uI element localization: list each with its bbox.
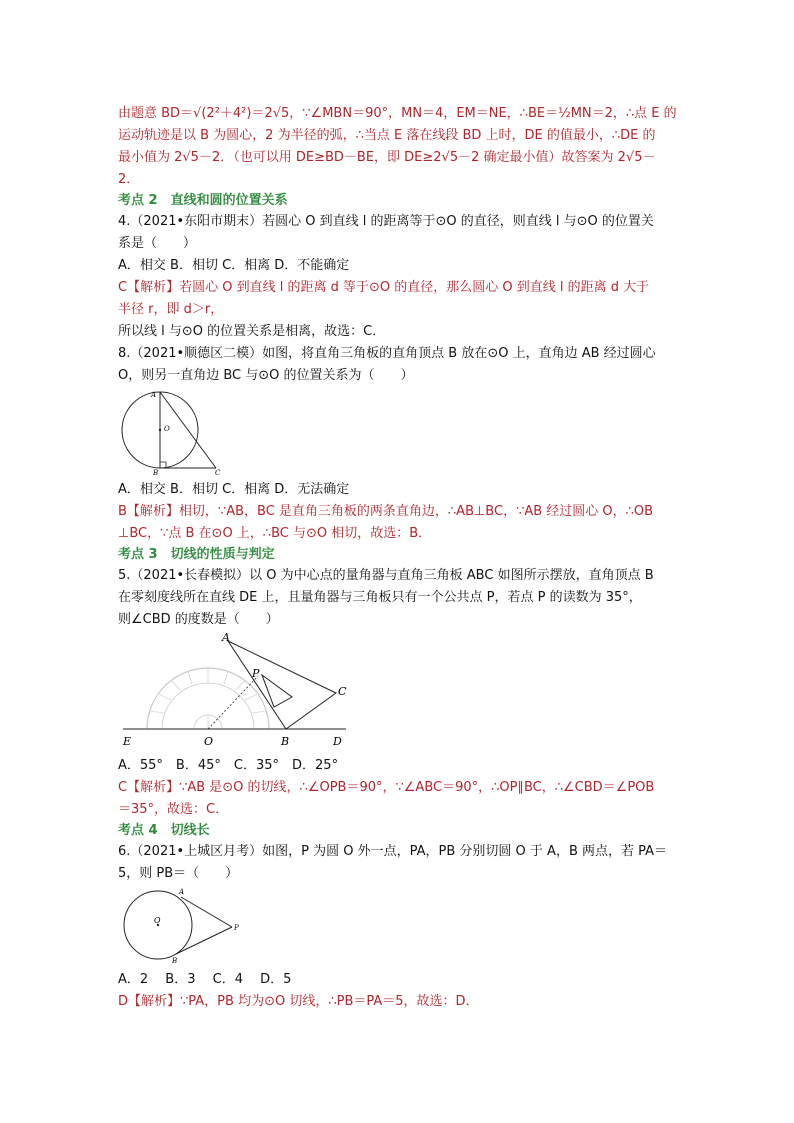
protractor (147, 668, 269, 729)
q6-options: A．2 B．3 C．4 D．5 (118, 972, 292, 987)
q4-answer-1: C【解析】若圆心 O 到直线 l 的距离 d 等于⊙O 的直径，那么圆心 O 到直线 l 的距离 d 大于 (118, 280, 650, 295)
q8-stem-1: 8.（2021•顺德区二模）如图，将直角三角板的直角顶点 B 放在⊙O 上，直角边 AB 经过圆心 (118, 346, 656, 361)
q5-label-a: A (222, 633, 230, 644)
q5-stem-1: 5.（2021•长春模拟）以 O 为中心点的量角器与直角三角板 ABC 如图所示摆放，直角顶点 B (118, 568, 654, 583)
triangle-board (228, 641, 336, 729)
q5-answer-1: C【解析】∵AB 是⊙O 的切线，∴∠OPB＝90°，∵∠ABC＝90°，∴OP∥BC，∴∠CBD＝∠POB (118, 780, 655, 795)
intro-line-4: 2． (118, 172, 140, 187)
q8-label-c: C (215, 469, 221, 475)
q6-label-a: A (179, 888, 185, 896)
q5-options: A．55° B．45° C．35° D．25° (118, 758, 339, 773)
q6-figure (118, 887, 248, 965)
q5-label-e: E (123, 735, 132, 748)
q8-right-angle (160, 462, 166, 468)
q4-answer-3: 所以线 l 与⊙O 的位置关系是相离，故选：C． (118, 324, 386, 339)
q6-tangent-pb (176, 927, 232, 954)
q5-label-p: P (252, 667, 260, 680)
section-3-title: 考点 3 切线的性质与判定 (118, 547, 275, 562)
q8-label-o: O (164, 425, 170, 433)
q8-answer-2: ⊥BC，∵点 B 在⊙O 上，∴BC 与⊙O 相切，故选：B． (118, 526, 432, 541)
intro-line-1: 由题意 BD＝√(2²＋4²)＝2√5，∵∠MBN＝90°，MN＝4，EM＝NE，∴BE＝½MN＝2，∴点 E 的 (118, 106, 677, 121)
triangle-board-hole (262, 675, 292, 707)
q5-label-b: B (281, 735, 290, 748)
q8-label-a: A (151, 391, 157, 399)
intro-line-2: 运动轨迹是以 B 为圆心，2 为半径的弧，∴当点 E 落在线段 BD 上时，DE 的值最小，∴DE 的 (118, 128, 656, 143)
q5-label-d: D (333, 735, 342, 748)
section-4-title: 考点 4 切线长 (118, 823, 210, 838)
q6-label-o: O (154, 916, 161, 925)
q8-label-b: B (153, 469, 159, 475)
section-2-title: 考点 2 直线和圆的位置关系 (118, 193, 288, 208)
q6-stem-2: 5，则 PB＝（ ） (118, 866, 239, 881)
q4-stem-1: 4.（2021•东阳市期末）若圆心 O 到直线 l 的距离等于⊙O 的直径，则直线 l 与⊙O 的位置关 (118, 214, 654, 229)
document-page (118, 103, 678, 1013)
q4-options: A．相交 B．相切 C．相离 D．不能确定 (118, 258, 350, 273)
q5-stem-3: 则∠CBD 的度数是（ ） (118, 612, 279, 627)
q6-tangent-pa (181, 897, 232, 927)
q4-stem-2: 系是（ ） (118, 236, 197, 251)
q8-answer-1: B【解析】相切，∵AB，BC 是直角三角板的两条直角边，∴AB⊥BC，∵AB 经过圆心 O，∴OB (118, 504, 654, 519)
q5-figure (118, 633, 358, 751)
q5-answer-2: ＝35°，故选：C． (118, 802, 229, 817)
protractor-ticks (147, 668, 269, 729)
q8-options: A．相交 B．相切 C．相离 D．无法确定 (118, 482, 350, 497)
q6-label-b: B (172, 957, 178, 965)
q8-stem-2: O，则另一直角边 BC 与⊙O 的位置关系为（ ） (118, 368, 414, 383)
q4-answer-2: 半径 r，即 d＞r， (118, 302, 224, 317)
q5-stem-2: 在零刻度线所在直线 DE 上，且量角器与三角板只有一个公共点 P，若点 P 的读数为 35°， (118, 590, 642, 605)
q6-label-p: P (234, 924, 239, 932)
q8-center-dot (159, 429, 161, 431)
q5-label-o: O (204, 735, 214, 748)
q6-stem-1: 6.（2021•上城区月考）如图，P 为圆 O 外一点，PA，PB 分别切圆 O 于 A，B 两点，若 PA＝ (118, 844, 668, 859)
intro-line-3: 最小值为 2√5－2．（也可以用 DE≥BD－BE，即 DE≥2√5－2 确定最小值）故答案为 2√5－ (118, 150, 656, 165)
q6-answer-1: D【解析】∵PA，PB 均为⊙O 切线，∴PB＝PA＝5，故选：D． (118, 994, 479, 1009)
q5-label-c: C (338, 685, 347, 698)
q8-figure (118, 389, 228, 475)
